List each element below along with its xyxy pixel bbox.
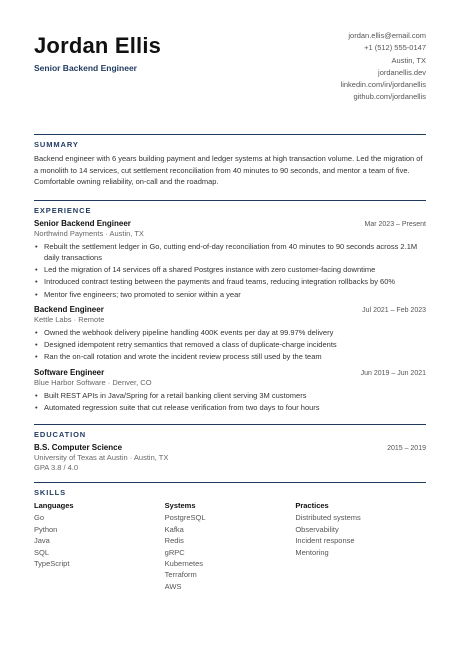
contact-github[interactable]: github.com/jordanellis	[353, 92, 426, 102]
education-header	[34, 443, 426, 452]
skill-column-title: Practices	[295, 501, 329, 511]
job-bullet: • Built REST APIs in Java/Spring for a retail banking client serving 3M customers	[34, 390, 426, 402]
job-bullet: • Ran the on-call rotation and wrote the incident review process still used by the team	[34, 351, 426, 363]
skills-grid	[34, 501, 426, 592]
skill-column-title: Languages	[34, 501, 74, 511]
job-dates: Mar 2023 – Present	[364, 220, 426, 228]
education-section	[34, 424, 426, 482]
skill-item: SQL	[34, 547, 50, 557]
job-header	[34, 305, 426, 314]
skill-item: Distributed systems	[295, 513, 361, 523]
skills-section	[34, 482, 426, 592]
job-role: Senior Backend Engineer	[34, 218, 131, 228]
summary-heading: SUMMARY	[34, 140, 79, 149]
job-bullet: • Mentor five engineers; two promoted to senior within a year	[34, 289, 426, 301]
skill-column-languages	[34, 501, 165, 592]
education-school: University of Texas at Austin · Austin, TX	[34, 453, 169, 463]
contact-phone[interactable]: +1 (512) 555-0147	[364, 43, 426, 53]
job-header	[34, 219, 426, 228]
contact-email[interactable]: jordan.ellis@email.com	[348, 31, 426, 40]
skill-item: Terraform	[164, 570, 197, 580]
summary-section	[34, 134, 426, 200]
job-entry	[34, 219, 426, 301]
job-bullet: • Automated regression suite that cut release verification from two days to four hours	[34, 402, 426, 414]
skill-item: Mentoring	[295, 547, 329, 557]
skill-item: gRPC	[164, 547, 185, 557]
contact-website[interactable]: jordanellis.dev	[378, 67, 426, 77]
job-org: Northwind Payments · Austin, TX	[34, 228, 144, 238]
job-org: Blue Harbor Software · Denver, CO	[34, 377, 152, 387]
job-bullet: • Owned the webhook delivery pipeline handling 400K events per day at 99.97% delivery	[34, 327, 426, 339]
resume-header	[34, 30, 426, 134]
name-block	[34, 30, 161, 73]
experience-section	[34, 200, 426, 425]
job-bullet: • Designed idempotent retry semantics that removed a class of duplicate-charge incidents	[34, 339, 426, 351]
job-org: Kettle Labs · Remote	[34, 315, 105, 325]
experience-heading: EXPERIENCE	[34, 205, 92, 215]
education-dates: 2015 – 2019	[387, 445, 426, 453]
candidate-name: Jordan Ellis	[34, 33, 162, 58]
job-bullet: • Led the migration of 14 services off a shared Postgres instance with zero customer-facing downtime	[34, 264, 426, 276]
skill-item: Python	[34, 524, 58, 534]
skills-heading: SKILLS	[34, 488, 67, 498]
job-dates: Jul 2021 – Feb 2023	[362, 307, 426, 315]
skill-item: PostgreSQL	[164, 513, 206, 523]
skill-item: Kafka	[164, 524, 184, 534]
skill-item: Go	[34, 513, 45, 523]
job-dates: Jun 2019 – Jun 2021	[360, 369, 426, 377]
candidate-title: Senior Backend Engineer	[34, 63, 137, 73]
skill-item: Observability	[295, 524, 339, 534]
contact-linkedin[interactable]: linkedin.com/in/jordanellis	[340, 80, 426, 90]
skill-column-title: Systems	[164, 501, 196, 511]
job-entry	[34, 368, 426, 414]
job-bullets	[34, 390, 426, 414]
job-header	[34, 368, 426, 377]
education-heading: EDUCATION	[34, 430, 87, 440]
skill-item: Kubernetes	[164, 558, 204, 568]
job-bullets	[34, 327, 426, 363]
skill-item: Incident response	[295, 536, 355, 546]
skill-item: TypeScript	[34, 558, 70, 568]
job-bullets	[34, 241, 426, 301]
education-degree: B.S. Computer Science	[34, 443, 123, 453]
skill-column-systems	[165, 501, 296, 592]
skill-item: Redis	[164, 536, 184, 546]
job-role: Software Engineer	[34, 367, 105, 377]
contact-location: Austin, TX	[391, 55, 426, 65]
skill-column-practices	[295, 501, 426, 592]
summary-text: Backend engineer with 6 years building payment and ledger systems at high transaction volume. Led the migration of a monolith to 14 services, cut settlement reconciliation from 40 minutes to 90 seconds, and mentor a team of five. Comfortable owning reliability, on-call and the roadmap.	[34, 154, 423, 186]
skill-item: Java	[34, 536, 50, 546]
education-gpa: GPA 3.8 / 4.0	[34, 463, 79, 473]
skill-item: AWS	[164, 581, 182, 591]
contact-info	[341, 30, 426, 104]
job-entry	[34, 305, 426, 363]
job-bullet: • Introduced contract testing between the payments and fraud teams, reducing integration rollbacks by 60%	[34, 276, 426, 288]
job-bullet: • Rebuilt the settlement ledger in Go, cutting end-of-day reconciliation from 40 minutes to 90 seconds across 2.1M daily transactions	[34, 241, 426, 264]
job-role: Backend Engineer	[34, 305, 104, 315]
